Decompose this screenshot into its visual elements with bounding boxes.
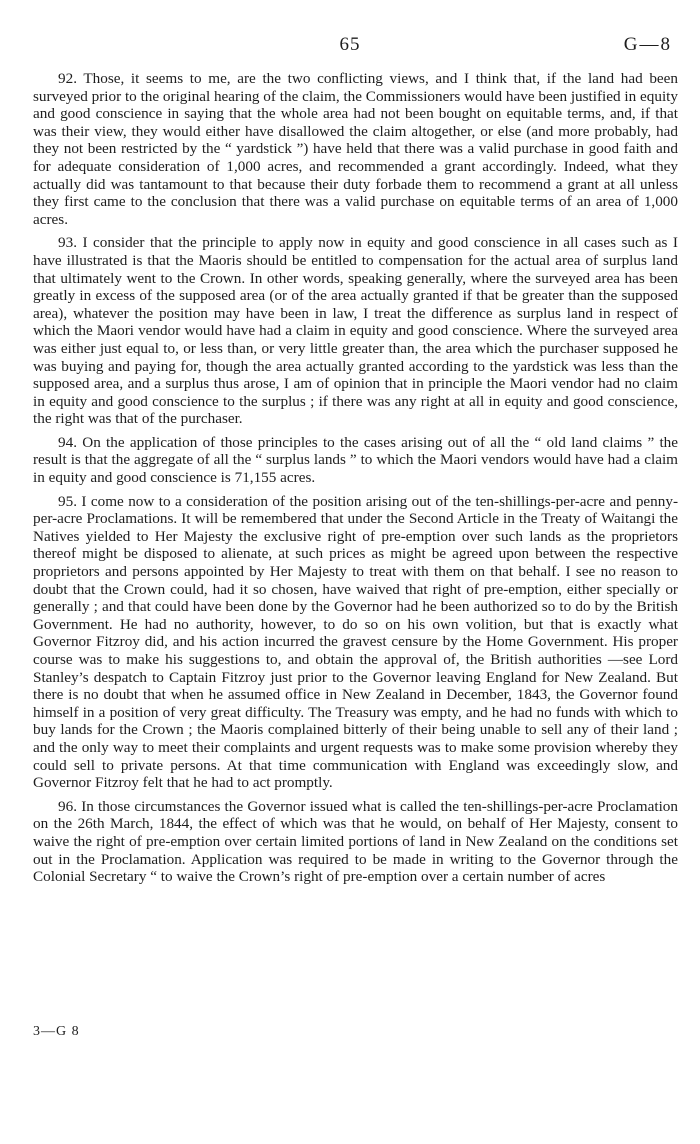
paragraph-93: 93. I consider that the principle to apply now in equity and good conscience in all cases such as I have illustrated is that the Maoris should be entitled to compensation for the actual area of surplus land that ultimately went to the Crown. In other words, speaking generally, where the surveyed area has been greatly in excess of the supposed area (or of the area actually granted if that be greater than the supposed area), whatever the position may have been in law, I treat the difference as surplus land in respect of which the Maori vendor would have had a claim in equity and good conscience. Where the surveyed area was either just equal to, or less than, or very little greater than, the area which the purchaser supposed he was buying and paying for, though the area actually granted according to the yardstick was less than the supposed area, and a surplus thus arose, I am of opinion that in principle the Maori vendor had no claim in equity and good conscience to the surplus ; if there was any right at all in equity and good conscience, the right was that of the purchaser. [33,234,678,428]
page-number: 65 [339,34,361,55]
report-reference: G—8 [623,34,672,55]
paragraph-92: 92. Those, it seems to me, are the two conflicting views, and I think that, if the land had been surveyed prior to the original hearing of the claim, the Commissioners would have been justified in equity and good conscience in saying that the whole area had not been bought on equitable terms, and, if that was their view, they would either have disallowed the claim altogether, or else (and more probably, had they not been restricted by the “ yardstick ”) have held that there was a valid purchase in good faith and for adequate consideration of 1,000 acres, and recommended a grant accordingly. Indeed, what they actually did was tantamount to that because their duty forbade them to recommend a grant at all unless they first came to the conclusion that there was a valid purchase on equitable terms of an area of 1,000 acres. [33,70,678,228]
paragraph-95: 95. I come now to a consideration of the position arising out of the ten-shillings-per-acre and penny-per-acre Proclamations. It will be remembered that under the Second Article in the Treaty of Waitangi the Natives yielded to Her Majesty the exclusive right of pre-emption over such lands as the proprietors thereof might be disposed to alienate, at such prices as might be agreed upon between the respective proprietors and persons appointed by Her Majesty to treat with them on that behalf. I see no reason to doubt that the Crown could, had it so chosen, have waived that right of pre-emption, either specially or generally ; and that could have been done by the Governor had he been authorized so to do by the British Government. He had no authority, however, to do so on his own volition, but that is exactly what Governor Fitzroy did, and his action incurred the gravest censure by the Home Government. His proper course was to make his suggestions to, and obtain the approval of, the British authorities —see Lord Stanley’s despatch to Captain Fitzroy just prior to the Governor leaving England for New Zealand. But there is no doubt that when he assumed office in New Zealand in December, 1843, the Governor found himself in a position of very great difficulty. The Treasury was empty, and he had no funds with which to buy lands for the Crown ; the Maoris complained bitterly of their being unable to sell any of their land ; and the only way to meet their complaints and urgent requests was to make some provision whereby they could sell to private persons. At that time communication with England was exceedingly slow, and Governor Fitzroy felt that he had to act promptly. [33,492,678,792]
paragraph-94: 94. On the application of those principles to the cases arising out of all the “ old land claims ” the result is that the aggregate of all the “ surplus lands ” to which the Maori vendors would have had a claim in equity and good conscience is 71,155 acres. [33,433,678,487]
sheet-signature: 3—G 8 [33,1024,80,1039]
body-text [33,70,678,892]
paragraph-96: 96. In those circumstances the Governor issued what is called the ten-shillings-per-acre Proclamation on the 26th March, 1844, the effect of which was that he would, on behalf of Her Majesty, consent to waive the right of pre-emption over certain limited portions of land in New Zealand on the conditions set out in the Proclamation. Application was required to be made in writing to the Governor through the Colonial Secretary “ to waive the Crown’s right of pre-emption over a certain number of acres [33,797,678,886]
